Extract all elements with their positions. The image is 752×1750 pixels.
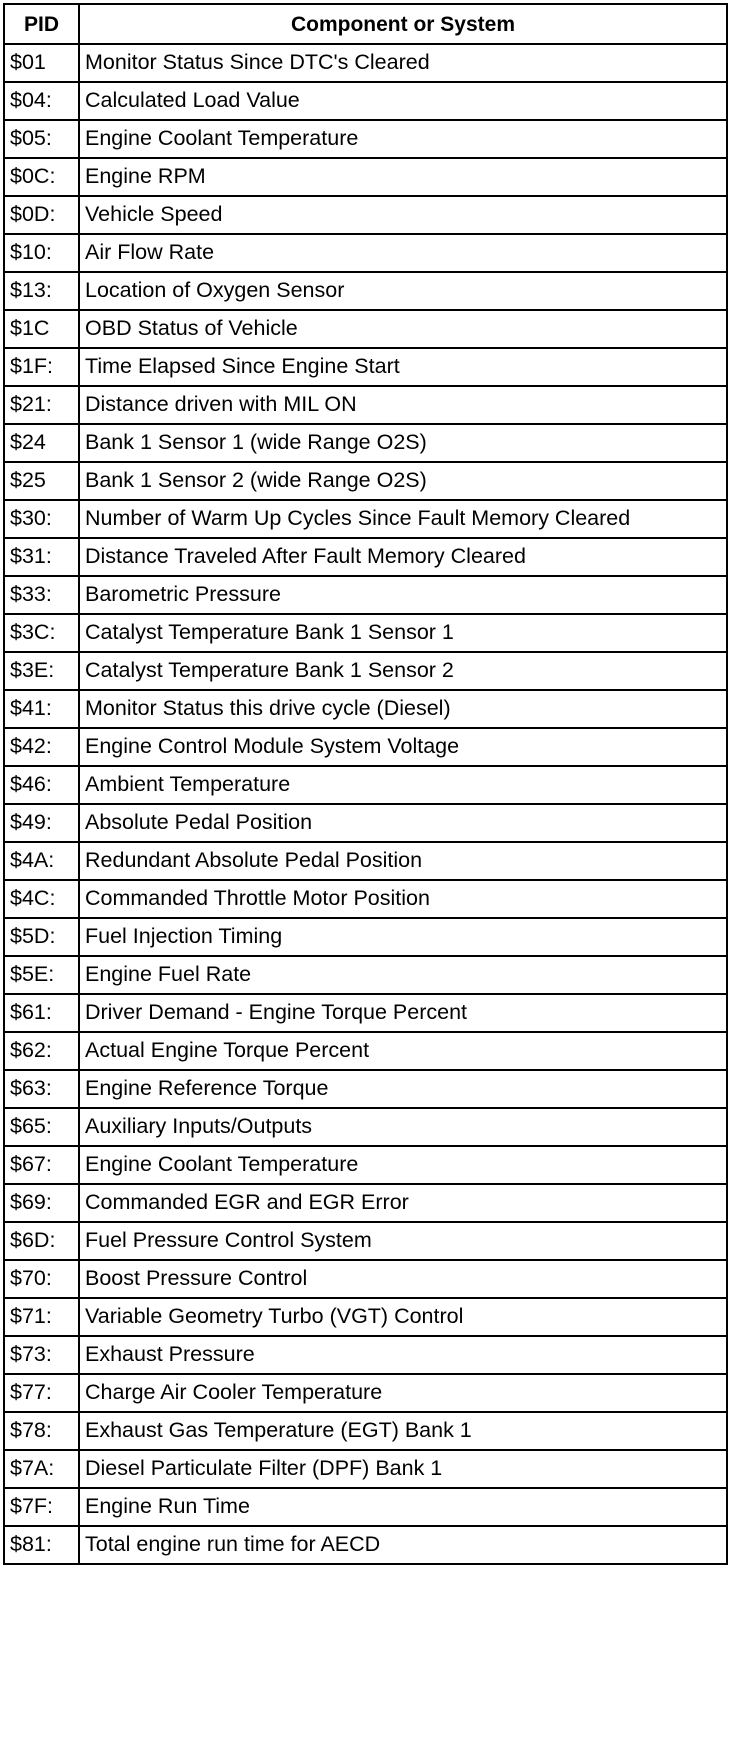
component-cell: Calculated Load Value: [79, 82, 727, 120]
component-cell: Variable Geometry Turbo (VGT) Control: [79, 1298, 727, 1336]
table-row: [4, 842, 727, 880]
component-cell: Number of Warm Up Cycles Since Fault Memory Cleared: [79, 500, 727, 538]
component-cell: Total engine run time for AECD: [79, 1526, 727, 1564]
pid-table: [3, 3, 728, 1565]
table-row: [4, 1488, 727, 1526]
pid-cell: $31:: [4, 538, 79, 576]
table-row: [4, 956, 727, 994]
table-row: [4, 1260, 727, 1298]
table-row: [4, 120, 727, 158]
pid-cell: $04:: [4, 82, 79, 120]
component-cell: Engine Reference Torque: [79, 1070, 727, 1108]
table-row: [4, 614, 727, 652]
component-cell: Ambient Temperature: [79, 766, 727, 804]
pid-cell: $77:: [4, 1374, 79, 1412]
pid-cell: $65:: [4, 1108, 79, 1146]
table-header: [4, 4, 727, 44]
table-row: [4, 424, 727, 462]
table-row: [4, 918, 727, 956]
pid-cell: $30:: [4, 500, 79, 538]
pid-cell: $10:: [4, 234, 79, 272]
table-row: [4, 1298, 727, 1336]
component-cell: Engine RPM: [79, 158, 727, 196]
pid-cell: $05:: [4, 120, 79, 158]
pid-cell: $24: [4, 424, 79, 462]
component-cell: Catalyst Temperature Bank 1 Sensor 2: [79, 652, 727, 690]
table-row: [4, 1108, 727, 1146]
pid-cell: $46:: [4, 766, 79, 804]
pid-cell: $4A:: [4, 842, 79, 880]
pid-cell: $33:: [4, 576, 79, 614]
component-cell: Air Flow Rate: [79, 234, 727, 272]
header-row: [4, 4, 727, 44]
table-row: [4, 690, 727, 728]
pid-cell: $5E:: [4, 956, 79, 994]
component-cell: Exhaust Pressure: [79, 1336, 727, 1374]
table-row: [4, 652, 727, 690]
pid-cell: $6D:: [4, 1222, 79, 1260]
table-row: [4, 386, 727, 424]
table-row: [4, 1374, 727, 1412]
table-row: [4, 1146, 727, 1184]
table-row: [4, 804, 727, 842]
header-component: Component or System: [79, 4, 727, 44]
component-cell: Commanded Throttle Motor Position: [79, 880, 727, 918]
table-row: [4, 1412, 727, 1450]
table-row: [4, 1526, 727, 1564]
pid-cell: $67:: [4, 1146, 79, 1184]
component-cell: Boost Pressure Control: [79, 1260, 727, 1298]
pid-cell: $7F:: [4, 1488, 79, 1526]
component-cell: Driver Demand - Engine Torque Percent: [79, 994, 727, 1032]
component-cell: Bank 1 Sensor 1 (wide Range O2S): [79, 424, 727, 462]
table-row: [4, 728, 727, 766]
pid-cell: $69:: [4, 1184, 79, 1222]
component-cell: Actual Engine Torque Percent: [79, 1032, 727, 1070]
table-row: [4, 462, 727, 500]
table-row: [4, 994, 727, 1032]
pid-cell: $1F:: [4, 348, 79, 386]
component-cell: Redundant Absolute Pedal Position: [79, 842, 727, 880]
table-row: [4, 538, 727, 576]
pid-cell: $4C:: [4, 880, 79, 918]
component-cell: Exhaust Gas Temperature (EGT) Bank 1: [79, 1412, 727, 1450]
pid-cell: $73:: [4, 1336, 79, 1374]
component-cell: Engine Run Time: [79, 1488, 727, 1526]
table-row: [4, 500, 727, 538]
table-row: [4, 158, 727, 196]
pid-cell: $01: [4, 44, 79, 82]
table-row: [4, 272, 727, 310]
table-row: [4, 234, 727, 272]
table-row: [4, 1184, 727, 1222]
table-row: [4, 1070, 727, 1108]
pid-cell: $25: [4, 462, 79, 500]
pid-cell: $5D:: [4, 918, 79, 956]
component-cell: Time Elapsed Since Engine Start: [79, 348, 727, 386]
pid-cell: $13:: [4, 272, 79, 310]
pid-cell: $1C: [4, 310, 79, 348]
component-cell: Vehicle Speed: [79, 196, 727, 234]
table-body: [4, 44, 727, 1564]
pid-cell: $63:: [4, 1070, 79, 1108]
pid-cell: $81:: [4, 1526, 79, 1564]
table-row: [4, 348, 727, 386]
component-cell: Location of Oxygen Sensor: [79, 272, 727, 310]
pid-cell: $71:: [4, 1298, 79, 1336]
table-row: [4, 44, 727, 82]
pid-cell: $21:: [4, 386, 79, 424]
component-cell: Charge Air Cooler Temperature: [79, 1374, 727, 1412]
header-pid: PID: [4, 4, 79, 44]
component-cell: Engine Coolant Temperature: [79, 120, 727, 158]
pid-cell: $3E:: [4, 652, 79, 690]
component-cell: Engine Control Module System Voltage: [79, 728, 727, 766]
table-row: [4, 1032, 727, 1070]
table-row: [4, 82, 727, 120]
pid-cell: $61:: [4, 994, 79, 1032]
table-row: [4, 880, 727, 918]
component-cell: Bank 1 Sensor 2 (wide Range O2S): [79, 462, 727, 500]
pid-cell: $41:: [4, 690, 79, 728]
table-row: [4, 310, 727, 348]
pid-cell: $78:: [4, 1412, 79, 1450]
component-cell: OBD Status of Vehicle: [79, 310, 727, 348]
component-cell: Distance driven with MIL ON: [79, 386, 727, 424]
component-cell: Fuel Injection Timing: [79, 918, 727, 956]
component-cell: Fuel Pressure Control System: [79, 1222, 727, 1260]
component-cell: Monitor Status this drive cycle (Diesel): [79, 690, 727, 728]
component-cell: Barometric Pressure: [79, 576, 727, 614]
component-cell: Absolute Pedal Position: [79, 804, 727, 842]
component-cell: Engine Fuel Rate: [79, 956, 727, 994]
table-row: [4, 196, 727, 234]
component-cell: Monitor Status Since DTC's Cleared: [79, 44, 727, 82]
pid-cell: $0C:: [4, 158, 79, 196]
pid-cell: $7A:: [4, 1450, 79, 1488]
table-row: [4, 1450, 727, 1488]
pid-cell: $0D:: [4, 196, 79, 234]
pid-cell: $62:: [4, 1032, 79, 1070]
pid-cell: $70:: [4, 1260, 79, 1298]
component-cell: Commanded EGR and EGR Error: [79, 1184, 727, 1222]
pid-cell: $42:: [4, 728, 79, 766]
pid-cell: $3C:: [4, 614, 79, 652]
component-cell: Auxiliary Inputs/Outputs: [79, 1108, 727, 1146]
component-cell: Distance Traveled After Fault Memory Cleared: [79, 538, 727, 576]
component-cell: Engine Coolant Temperature: [79, 1146, 727, 1184]
table-row: [4, 1222, 727, 1260]
table-row: [4, 576, 727, 614]
component-cell: Diesel Particulate Filter (DPF) Bank 1: [79, 1450, 727, 1488]
table-row: [4, 766, 727, 804]
component-cell: Catalyst Temperature Bank 1 Sensor 1: [79, 614, 727, 652]
table-row: [4, 1336, 727, 1374]
pid-cell: $49:: [4, 804, 79, 842]
